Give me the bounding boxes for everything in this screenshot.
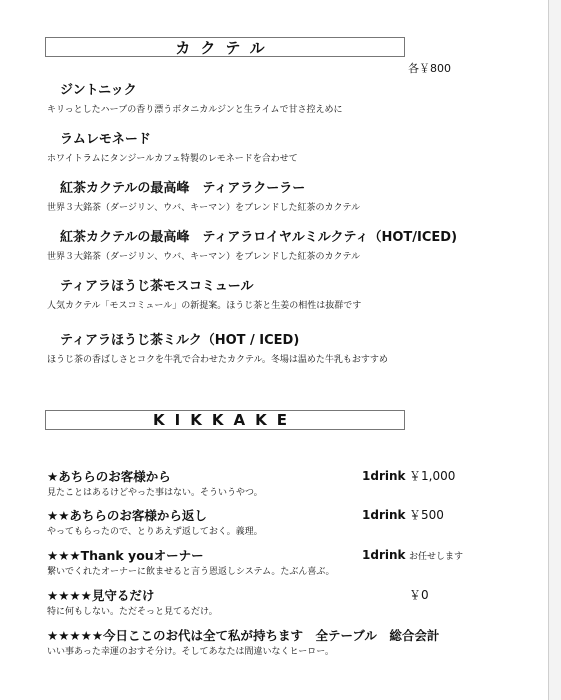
- kikkake-item-desc: 繋いでくれたオーナーに飲ませると言う恩返しシステム。たぶん喜ぶ。: [47, 567, 335, 577]
- menu-item-gin-tonic: [47, 83, 517, 116]
- menu-item-desc: ほうじ茶の香ばしさとコクを牛乳で合わせたカクテル。冬場は温めた牛乳もおすすめ: [47, 355, 388, 365]
- kikkake-item-name: ★あちらのお客様から: [47, 469, 171, 484]
- kikkake-item-5: [47, 628, 527, 658]
- cocktail-section-title: カクテル: [175, 38, 275, 57]
- menu-item-tiara-cooler: [47, 181, 517, 214]
- kikkake-item-qty: 1drink: [362, 508, 406, 522]
- kikkake-item-3: [47, 548, 527, 578]
- kikkake-item-name: ★★あちらのお客様から返し: [47, 508, 207, 523]
- menu-item-tiara-royal-milk-tea: [47, 230, 517, 263]
- kikkake-item-name: ★★★★★今日ここのお代は全て私が持ちます 全テーブル 総合会計: [47, 628, 440, 643]
- kikkake-item-desc: 見たことはあるけどやった事はない。そういうやつ。: [47, 488, 263, 498]
- price-note: 各￥800: [408, 62, 451, 75]
- menu-item-desc: キリっとしたハーブの香り漂うボタニカルジンと生ライムで甘さ控えめに: [47, 105, 343, 115]
- kikkake-item-2: [47, 508, 527, 538]
- page-edge-shade: [549, 0, 561, 700]
- menu-item-name: ジントニック: [60, 83, 137, 98]
- kikkake-item-4: [47, 588, 527, 618]
- kikkake-item-price: ￥0: [409, 588, 429, 602]
- menu-item-desc: ホワイトラムにタンジールカフェ特製のレモネードを合わせて: [47, 154, 298, 164]
- menu-item-name: 紅茶カクテルの最高峰 ティアラクーラー: [60, 181, 306, 196]
- menu-item-name: 紅茶カクテルの最高峰 ティアラロイヤルミルクティ（HOT/ICED): [60, 230, 458, 245]
- page-edge-line: [548, 0, 549, 700]
- menu-item-name: ラムレモネード: [60, 132, 151, 147]
- menu-item-hojicha-milk: [47, 333, 517, 366]
- menu-item-hojicha-moscow-mule: [47, 279, 517, 312]
- menu-item-name: ティアラほうじ茶ミルク（HOT / ICED): [60, 333, 300, 348]
- kikkake-section-header: [45, 410, 405, 430]
- kikkake-item-price: ￥1,000: [409, 469, 456, 483]
- menu-item-name: ティアラほうじ茶モスコミュール: [60, 279, 254, 294]
- menu-item-desc: 世界３大銘茶（ダージリン、ウバ、キーマン）をブレンドした紅茶のカクテル: [47, 203, 361, 213]
- kikkake-item-desc: 特に何もしない。ただそっと見てるだけ。: [47, 607, 218, 617]
- kikkake-item-desc: いい事あった幸運のおすそ分け。そしてあなたは間違いなくヒーロー。: [47, 647, 334, 657]
- kikkake-item-qty: 1drink: [362, 469, 406, 483]
- kikkake-item-qty: 1drink: [362, 548, 406, 562]
- cocktail-section-header: [45, 37, 405, 57]
- kikkake-item-name: ★★★Thank youオーナー: [47, 548, 204, 563]
- menu-item-desc: 世界３大銘茶（ダージリン、ウバ、キーマン）をブレンドした紅茶のカクテル: [47, 252, 361, 262]
- kikkake-item-price: お任せします: [409, 552, 464, 562]
- kikkake-item-desc: やってもらったので、とりあえず返しておく。義理。: [47, 527, 263, 537]
- kikkake-item-1: [47, 469, 527, 499]
- kikkake-section-title: KIKKAKE: [153, 411, 297, 429]
- kikkake-item-price: ￥500: [409, 508, 444, 522]
- kikkake-item-name: ★★★★見守るだけ: [47, 588, 155, 603]
- menu-item-rum-lemonade: [47, 132, 517, 165]
- menu-item-desc: 人気カクテル「モスコミュール」の新提案。ほうじ茶と生姜の相性は抜群です: [47, 301, 362, 311]
